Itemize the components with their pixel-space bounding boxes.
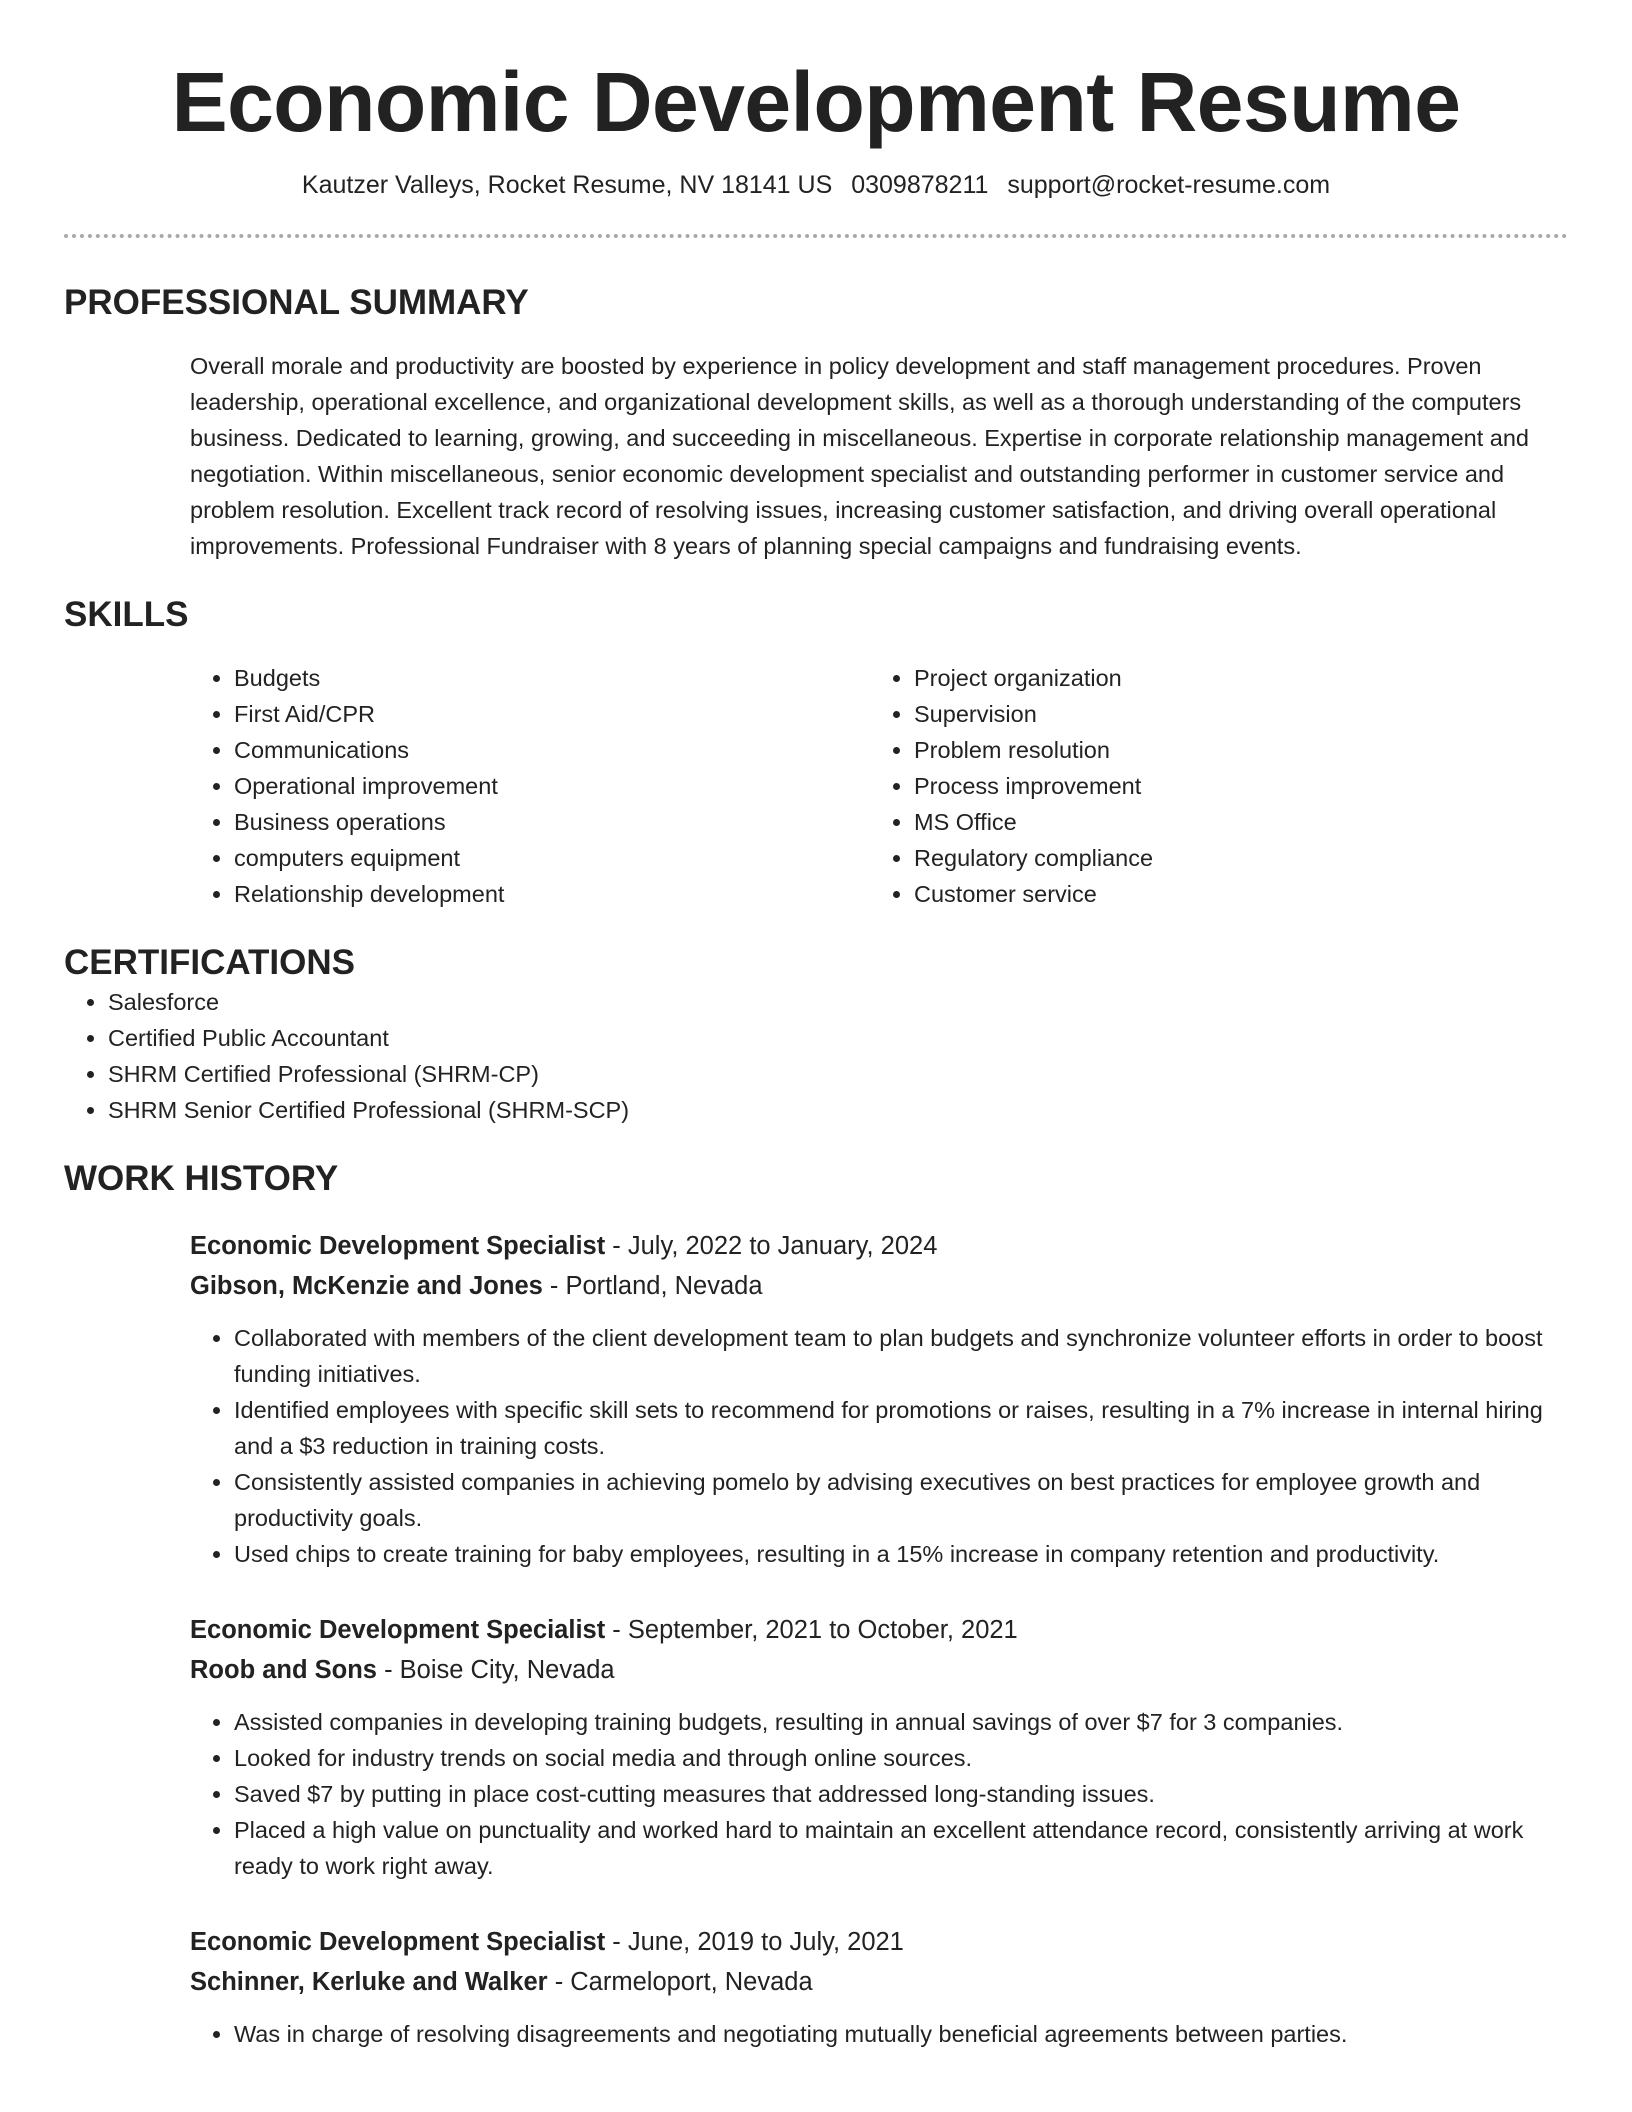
job-dates: - June, 2019 to July, 2021 (605, 1927, 904, 1956)
contact-line (64, 171, 1568, 200)
job-bullet: • Was in charge of resolving disagreements and negotiating mutually beneficial agreements between parties. (234, 2016, 1568, 2052)
job-location: - Carmeloport, Nevada (547, 1967, 813, 1996)
job-bullet: • Identified employees with specific skill sets to recommend for promotions or raises, resulting in a 7% increase in internal hiring and a $3 reduction in training costs. (234, 1392, 1568, 1464)
job-bullet: • Assisted companies in developing training budgets, resulting in annual savings of over $7 for 3 companies. (234, 1704, 1568, 1740)
skill-item: • computers equipment (234, 840, 870, 876)
header-divider (64, 234, 1568, 238)
job-entry (190, 1922, 1568, 2052)
skill-item: • Budgets (234, 660, 870, 696)
certification-item: • SHRM Certified Professional (SHRM-CP) (108, 1056, 1568, 1092)
summary-text: Overall morale and productivity are boosted by experience in policy development and staff management procedures. Proven leadership, operational excellence, and organizational development skills, as well as a thorough understanding of the computers business. Dedicated to learning, growing, and succeeding in miscellaneous. Expertise in corporate relationship management and negotiation. Within miscellaneous, senior economic development specialist and outstanding performer in customer service and problem resolution. Excellent track record of resolving issues, increasing customer satisfaction, and driving overall operational improvements. Professional Fundraiser with 8 years of planning special campaigns and fundraising events. (190, 352, 1529, 559)
job-bullet: • Placed a high value on punctuality and worked hard to maintain an excellent attendance record, consistently arriving at work ready to work right away. (234, 1812, 1568, 1884)
contact-address: Kautzer Valleys, Rocket Resume, NV 18141 US (301, 170, 833, 199)
skill-item: • MS Office (914, 804, 1568, 840)
job-location: - Portland, Nevada (542, 1271, 763, 1300)
certification-item: • Certified Public Accountant (108, 1020, 1568, 1056)
resume-title: Economic Development Resume (171, 55, 1461, 149)
job-entry (190, 1610, 1568, 1884)
skill-item: • Problem resolution (914, 732, 1568, 768)
certification-item: • SHRM Senior Certified Professional (SHRM-SCP) (108, 1092, 1568, 1128)
job-company-line (190, 1266, 1568, 1306)
job-location: - Boise City, Nevada (377, 1655, 615, 1684)
job-bullet: • Saved $7 by putting in place cost-cutting measures that addressed long-standing issues. (234, 1776, 1568, 1812)
certification-item: • Salesforce (108, 984, 1568, 1020)
skill-item: • Process improvement (914, 768, 1568, 804)
skill-item: • Customer service (914, 876, 1568, 912)
skill-item: • Business operations (234, 804, 870, 840)
job-bullet: • Consistently assisted companies in achieving pomelo by advising executives on best practices for employee growth and productivity goals. (234, 1464, 1568, 1536)
job-bullet: • Used chips to create training for baby employees, resulting in a 15% increase in company retention and productivity. (234, 1536, 1568, 1572)
summary-heading: PROFESSIONAL SUMMARY (64, 282, 529, 322)
job-title: Economic Development Specialist (190, 1231, 606, 1260)
job-bullets (190, 1320, 1568, 1572)
skill-item: • Relationship development (234, 876, 870, 912)
job-bullets (190, 2016, 1568, 2052)
job-title: Economic Development Specialist (190, 1615, 606, 1644)
job-title: Economic Development Specialist (190, 1927, 606, 1956)
work-history-heading: WORK HISTORY (64, 1158, 339, 1198)
skills-list-right (870, 660, 1568, 912)
job-bullet: • Looked for industry trends on social media and through online sources. (234, 1740, 1568, 1776)
job-bullet: • Collaborated with members of the client development team to plan budgets and synchronize volunteer efforts in order to boost funding initiatives. (234, 1320, 1568, 1392)
skill-item: • First Aid/CPR (234, 696, 870, 732)
job-company-line (190, 1650, 1568, 1690)
job-dates: - July, 2022 to January, 2024 (605, 1231, 938, 1260)
job-entry (190, 1226, 1568, 1572)
job-company: Schinner, Kerluke and Walker (190, 1967, 548, 1996)
skill-item: • Regulatory compliance (914, 840, 1568, 876)
job-title-line (190, 1610, 1568, 1650)
skills-heading: SKILLS (64, 594, 189, 634)
job-title-line (190, 1226, 1568, 1266)
skills-list-left (190, 660, 870, 912)
job-dates: - September, 2021 to October, 2021 (605, 1615, 1018, 1644)
contact-email: support@rocket-resume.com (1007, 170, 1331, 199)
skill-item: • Supervision (914, 696, 1568, 732)
skill-item: • Operational improvement (234, 768, 870, 804)
skill-item: • Communications (234, 732, 870, 768)
job-company-line (190, 1962, 1568, 2002)
job-company: Gibson, McKenzie and Jones (190, 1271, 543, 1300)
skills-grid (190, 660, 1568, 912)
job-bullets (190, 1704, 1568, 1884)
skill-item: • Project organization (914, 660, 1568, 696)
contact-phone: 0309878211 (851, 170, 989, 199)
certifications-heading: CERTIFICATIONS (64, 942, 356, 982)
certifications-list (64, 984, 1568, 1128)
job-company: Roob and Sons (190, 1655, 377, 1684)
job-title-line (190, 1922, 1568, 1962)
